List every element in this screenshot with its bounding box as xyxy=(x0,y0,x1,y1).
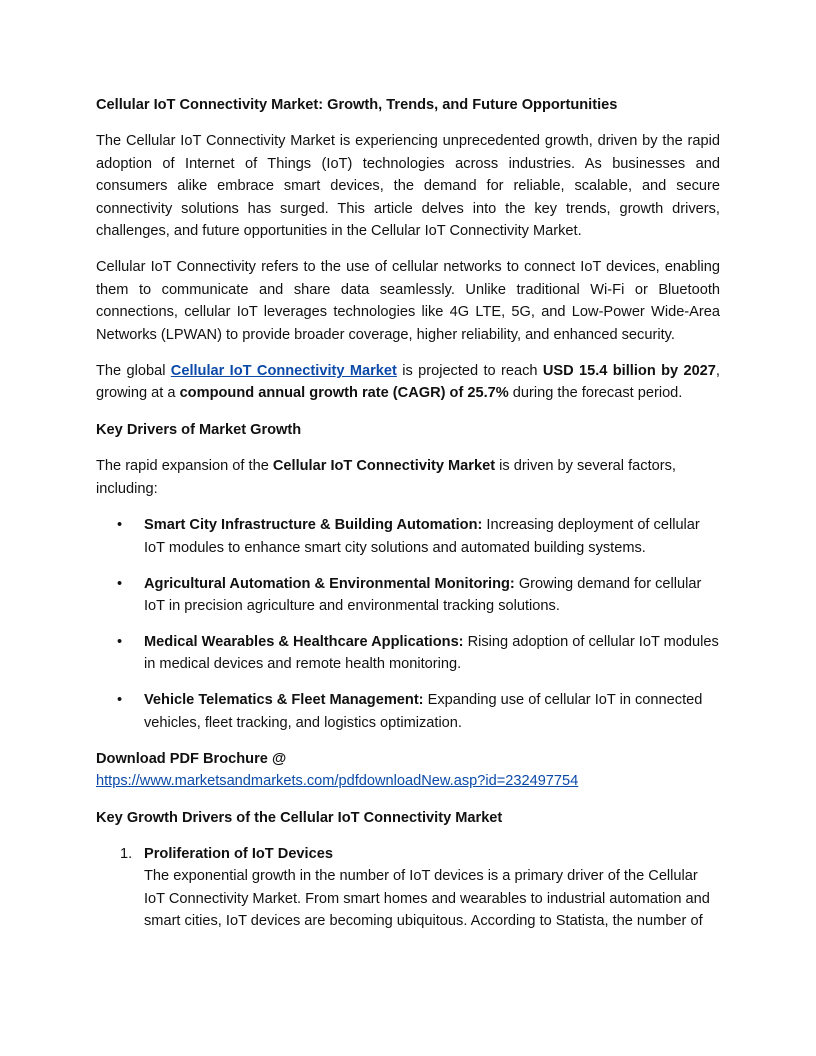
bullet-title: Agricultural Automation & Environmental Monitoring: xyxy=(144,575,515,592)
bullet-title: Vehicle Telematics & Fleet Management: xyxy=(144,692,424,709)
forecast-prefix: The global xyxy=(96,363,171,380)
bullet-title: Smart City Infrastructure & Building Automation: xyxy=(144,517,483,534)
forecast-value: USD 15.4 billion by 2027 xyxy=(542,363,716,380)
item-text: The exponential growth in the number of IoT devices is a primary driver of the Cellular IoT Connectivity Market. From smart homes and wearables to industrial automation and smart cities, IoT devices are becoming ubiquitous. According to Statista, the number of xyxy=(144,868,710,930)
download-label: Download PDF Brochure @ xyxy=(96,750,287,767)
forecast-middle2: , growing at a xyxy=(96,363,720,402)
item-number: 1. xyxy=(120,845,133,862)
bullet-icon: • xyxy=(117,633,123,650)
definition-paragraph: Cellular IoT Connectivity refers to the use of cellular networks to connect IoT devices, enabling them to communicate and share data seamlessly. Unlike traditional Wi-Fi or Bluetooth connections, cellular IoT leverages technologies like 4G LTE, 5G, and Low-Power Wide-Area Networks (LPWAN) to provide broader coverage, higher reliability, and enhanced security. xyxy=(96,259,720,343)
bullet-text: Growing demand for cellular IoT in precision agriculture and environmental tracking solutions. xyxy=(144,575,702,614)
item-title: Proliferation of IoT Devices xyxy=(144,845,333,862)
growth-drivers-heading: Key Growth Drivers of the Cellular IoT Connectivity Market xyxy=(96,809,503,826)
forecast-paragraph xyxy=(96,360,720,405)
drivers-heading: Key Drivers of Market Growth xyxy=(96,421,302,438)
bullet-item xyxy=(96,689,720,734)
bullet-item xyxy=(96,573,720,618)
bullet-item xyxy=(96,631,720,676)
bullet-item xyxy=(96,514,720,559)
bullet-title: Medical Wearables & Healthcare Applications: xyxy=(144,633,464,650)
intro-paragraph: The Cellular IoT Connectivity Market is experiencing unprecedented growth, driven by the rapid adoption of Internet of Things (IoT) technologies across industries. As businesses and consumers alike embrace smart devices, the demand for reliable, scalable, and secure connectivity solutions has surged. This article delves into the key trends, growth drivers, challenges, and future opportunities in the Cellular IoT Connectivity Market. xyxy=(96,133,720,240)
bullet-text: Rising adoption of cellular IoT modules in medical devices and remote health monitoring. xyxy=(144,633,719,673)
download-brochure xyxy=(96,748,720,793)
forecast-cagr: compound annual growth rate (CAGR) of 25.7% xyxy=(179,385,509,402)
bullet-text: Increasing deployment of cellular IoT modules to enhance smart city solutions and automated building systems. xyxy=(144,517,700,556)
drivers-intro-suffix: is driven by several factors, including: xyxy=(96,458,676,497)
drivers-bullet-list xyxy=(96,514,720,734)
growth-drivers-list xyxy=(96,843,720,933)
brochure-link[interactable]: https://www.marketsandmarkets.com/pdfdownloadNew.asp?id=232497754 xyxy=(96,773,579,790)
drivers-intro-bold: Cellular IoT Connectivity Market xyxy=(272,458,496,475)
document-title: Cellular IoT Connectivity Market: Growth, Trends, and Future Opportunities xyxy=(96,97,618,113)
bullet-icon: • xyxy=(117,692,123,709)
market-report-link[interactable]: Cellular IoT Connectivity Market xyxy=(170,363,397,380)
bullet-icon: • xyxy=(117,575,123,592)
drivers-intro-prefix: The rapid expansion of the xyxy=(96,458,273,475)
forecast-suffix: during the forecast period. xyxy=(508,385,683,402)
bullet-icon: • xyxy=(117,517,123,534)
drivers-intro xyxy=(96,455,720,500)
numbered-item xyxy=(96,843,720,933)
bullet-text: Expanding use of cellular IoT in connected vehicles, fleet tracking, and logistics optimization. xyxy=(144,692,703,731)
document-page xyxy=(96,94,720,933)
forecast-middle: is projected to reach xyxy=(396,363,543,380)
